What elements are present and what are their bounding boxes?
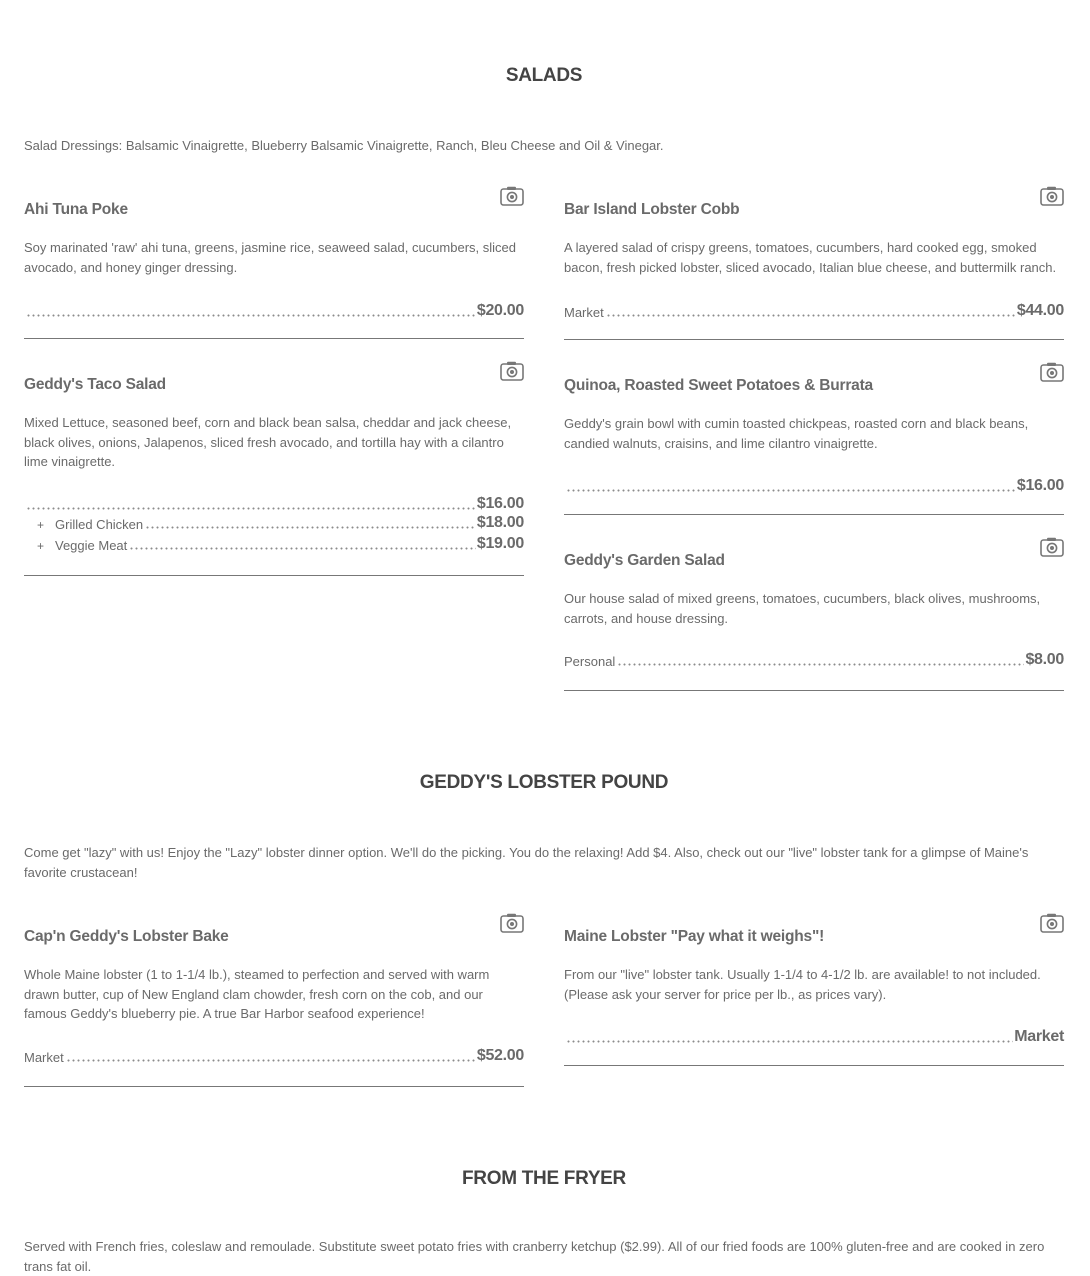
dot-leader — [66, 1045, 476, 1062]
menu-item-geddys-garden-salad[interactable] — [564, 552, 1064, 691]
item-price: $44.00 — [1016, 302, 1064, 319]
item-price: Market — [1014, 1028, 1064, 1045]
addon-price: $18.00 — [476, 514, 524, 531]
dot-leader — [566, 1026, 1013, 1043]
addon-row-veggie-meat — [24, 535, 524, 553]
fryer-intro: Served with French fries, coleslaw and remoulade. Substitute sweet potato fries with cranberry ketchup ($2.99). All of our fried foods are 100% gluten-free and are cooked in zero trans fat oil. — [24, 1239, 1045, 1274]
price-label: Market — [24, 1050, 64, 1065]
dot-leader — [606, 300, 1016, 317]
price-row — [564, 300, 1064, 320]
item-price: $52.00 — [476, 1047, 524, 1064]
addon-price: $19.00 — [476, 535, 524, 552]
item-name: Bar Island Lobster Cobb — [564, 201, 740, 218]
addon-row-grilled-chicken — [24, 514, 524, 532]
menu-item-capn-geddys-lobster-bake[interactable] — [24, 928, 524, 1087]
item-description: Soy marinated 'raw' ahi tuna, greens, jasmine rice, seaweed salad, cucumbers, sliced avocado, and honey ginger dressing. — [24, 240, 516, 275]
addon-plus: + — [37, 518, 45, 532]
menu-item-maine-lobster-pay-what-it-weighs[interactable] — [564, 928, 1064, 1066]
dot-leader — [566, 475, 1016, 492]
dot-leader — [26, 493, 476, 510]
salad-dressings-note: Salad Dressings: Balsamic Vinaigrette, Blueberry Balsamic Vinaigrette, Ranch, Bleu Cheese and Oil & Vinegar. — [24, 138, 664, 153]
item-price: $8.00 — [1025, 651, 1064, 668]
item-name: Geddy's Taco Salad — [24, 376, 166, 393]
price-row — [564, 1026, 1064, 1046]
item-name: Ahi Tuna Poke — [24, 201, 128, 218]
item-name: Maine Lobster "Pay what it weighs"! — [564, 928, 825, 945]
item-description: Whole Maine lobster (1 to 1-1/4 lb.), steamed to perfection and served with warm drawn butter, cup of New England clam chowder, fresh corn on the cob, and our famous Geddy's blueberry pie. A true Bar Harbor seafood experience! — [24, 967, 490, 1021]
menu-item-ahi-tuna-poke[interactable] — [24, 201, 524, 339]
item-description: Geddy's grain bowl with cumin toasted chickpeas, roasted corn and black beans, candied walnuts, craisins, and lime cilantro vinaigrette. — [564, 416, 1029, 451]
item-description: From our "live" lobster tank. Usually 1-1/4 to 4-1/2 lb. are available! to not included. (Please ask your server for price per lb., as prices vary). — [564, 967, 1041, 1002]
camera-icon[interactable] — [500, 186, 524, 206]
item-description: A layered salad of crispy greens, tomatoes, cucumbers, hard cooked egg, smoked bacon, fresh picked lobster, sliced avocado, Italian blue cheese, and buttermilk ranch. — [564, 240, 1057, 275]
price-row — [564, 475, 1064, 495]
section-title-from-the-fryer: FROM THE FRYER — [462, 1168, 626, 1189]
camera-icon[interactable] — [1040, 537, 1064, 557]
item-name: Quinoa, Roasted Sweet Potatoes & Burrata — [564, 377, 873, 394]
price-label: Market — [564, 305, 604, 320]
item-description: Mixed Lettuce, seasoned beef, corn and black bean salsa, cheddar and jack cheese, black olives, onions, Jalapenos, sliced fresh avocado, and tortilla hay with a cilantro lime vinaigrette. — [24, 415, 512, 469]
dot-leader — [617, 649, 1024, 666]
addon-plus: + — [37, 539, 45, 553]
dot-leader — [26, 300, 476, 317]
section-title-lobster-pound: GEDDY'S LOBSTER POUND — [419, 772, 669, 793]
camera-icon[interactable] — [1040, 186, 1064, 206]
price-row — [24, 1045, 524, 1065]
item-price: $16.00 — [1016, 477, 1064, 494]
item-price: $20.00 — [476, 302, 524, 319]
item-name: Geddy's Garden Salad — [564, 552, 725, 569]
item-price: $16.00 — [476, 495, 524, 512]
dot-leader — [145, 514, 476, 529]
lobster-pound-intro: Come get "lazy" with us! Enjoy the "Lazy" lobster dinner option. We'll do the picking. You do the relaxing! Add $4. Also, check out our "live" lobster tank for a glimpse of Maine's favorite crustacean! — [24, 845, 1029, 880]
menu-item-quinoa-burrata[interactable] — [564, 377, 1064, 515]
camera-icon[interactable] — [500, 361, 524, 381]
menu-item-geddys-taco-salad[interactable] — [24, 376, 524, 576]
dot-leader — [129, 535, 476, 550]
section-title-salads: SALADS — [505, 65, 583, 86]
addon-label: Veggie Meat — [55, 538, 128, 553]
camera-icon[interactable] — [1040, 913, 1064, 933]
price-row — [564, 649, 1064, 669]
camera-icon[interactable] — [500, 913, 524, 933]
addon-label: Grilled Chicken — [55, 517, 144, 532]
item-description: Our house salad of mixed greens, tomatoes, cucumbers, black olives, mushrooms, carrots, and house dressing. — [564, 591, 1041, 626]
camera-icon[interactable] — [1040, 362, 1064, 382]
price-label: Personal — [564, 654, 616, 669]
price-row — [24, 300, 524, 320]
item-name: Cap'n Geddy's Lobster Bake — [24, 928, 229, 945]
price-row — [24, 493, 524, 513]
menu-item-bar-island-lobster-cobb[interactable] — [564, 201, 1064, 340]
